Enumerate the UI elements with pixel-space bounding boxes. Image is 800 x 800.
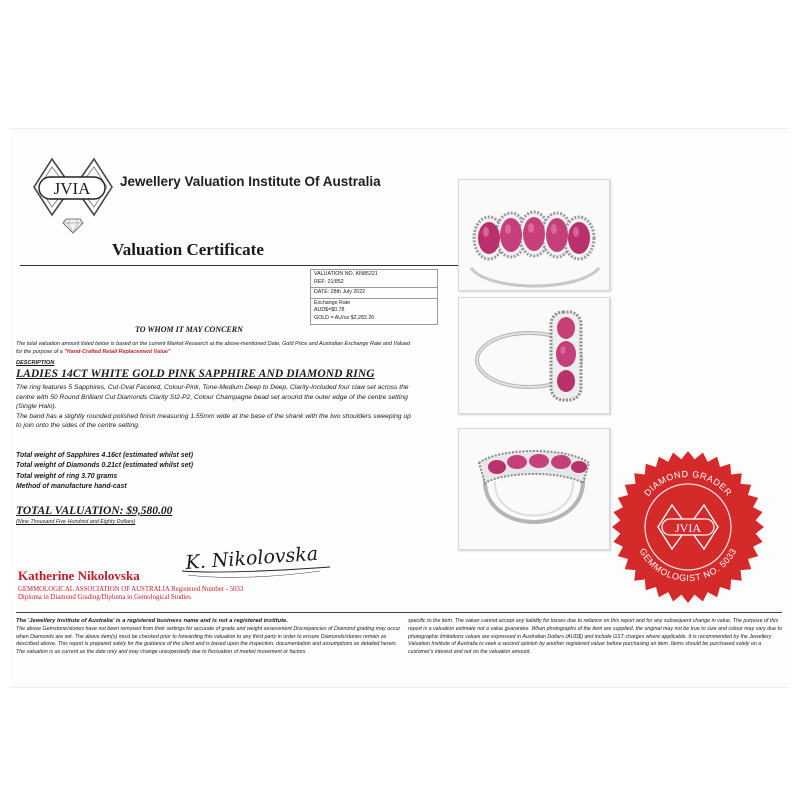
ring-photo-top [458, 179, 610, 291]
ring-description-stones: The ring features 5 Sapphires, Cut-Oval Faceted, Colour-Pink, Tone-Medium Deep to Deep, Clarity-Included four claw set across the centre with 50 Round Brilliant Cut Diamonds Clarity SI2-P2, Colour Champagne bead set around the outer edge of the centre setting (Single Halo). [16, 384, 409, 411]
gemmologist-seal [608, 447, 768, 607]
total-in-words: (Nine Thousand Five Hundred and Eighty Dollars) [16, 519, 136, 525]
intro-text: The total valuation amount listed below is based on the current Market Research at the above-mentioned Date, Gold Price and Australian Exchange Rate and Valued for the purpose of a [16, 341, 410, 355]
certificate-title: Valuation Certificate [112, 240, 264, 259]
weight-ring: Total weight of ring 3.70 grams [16, 472, 118, 480]
to-whom-heading: TO WHOM IT MAY CONCERN [135, 325, 243, 334]
intro-paragraph [16, 340, 416, 356]
weight-diamonds: Total weight of Diamonds 0.21ct (estimated whilst set) [16, 462, 194, 470]
seal-bottom-text: GEMMOLOGIST NO. 5033 [637, 546, 739, 584]
ref-cell-rates [310, 298, 438, 325]
jvia-logo [30, 149, 116, 235]
ring-title: LADIES 14CT WHITE GOLD PINK SAPPHIRE AND DIAMOND RING [16, 368, 375, 380]
institute-name: Jewellery Valuation Institute Of Australia [120, 174, 381, 189]
ring-description-band: The band has a slightly rounded polished finish measuring 1.55mm wide at the base of the shank with the two shoulders sweeping up to join onto the sides of the centre setting. [16, 412, 411, 430]
gold-price: GOLD = AU/oz $2,282.26 [314, 314, 375, 321]
total-valuation: TOTAL VALUATION: $9,580.00 [16, 505, 173, 517]
ref-number: REF: 21/852 [314, 278, 344, 285]
exchange-rate: AUD$=$0.78 [314, 307, 345, 314]
ring-top-image [459, 180, 609, 290]
handwritten-signature [180, 541, 340, 585]
association-line: GEMMOLOGICAL ASSOCIATION OF AUSTRALIA Registered Number - 5033 [18, 586, 244, 593]
valuation-date: DATE: 28th July 2022 [314, 289, 366, 296]
reference-box [310, 269, 438, 325]
seal-center-text: JVIA [675, 521, 701, 535]
ref-cell-numbers [310, 269, 438, 287]
valuer-name: Katherine Nikolovska [18, 568, 140, 583]
footer-divider [16, 612, 782, 613]
exchange-label: Exchange Rate [314, 299, 351, 306]
signature-text: K. Nikolovska [184, 542, 319, 574]
seal-top-text: DIAMOND GRADER [642, 468, 734, 499]
ring-side-image [459, 298, 609, 413]
credentials [18, 586, 243, 603]
ring-photo-side [458, 297, 610, 414]
title-divider [20, 265, 464, 266]
valuation-number: VALUATION NO. KN85221 [314, 271, 378, 277]
weights-list [16, 451, 193, 492]
diploma-line: Diploma in Diamond Grading/Diploma in Gemological Studies [18, 594, 191, 602]
logo-text: JVIA [53, 179, 91, 198]
ring-description [16, 383, 416, 431]
manufacture-method: Method of manufacture hand-cast [16, 482, 127, 490]
disclaimer-lead: The 'Jewellery Institute of Australia' is a registered business name and is not a registered institute. [16, 618, 288, 624]
description-label: DESCRIPTION [16, 360, 55, 366]
ring-front-image [459, 429, 609, 549]
weight-sapphires: Total weight of Sapphires 4.16ct (estimated whilst set) [16, 452, 194, 459]
disclaimer-left-text: The above Gemstone/stones have not been removed from their settings for accurate of grade and weight assessment Discrepancies of Diamond grading may occur when Diamonds are set. The above item(s) must be checked prior to forwarding this valuation to any third party in order to ensure Diamonds/stones remain as described above. This report is prepared solely for the guidance of the client and is based upon the inspection, documentation and assumptions as detailed herein. The valuation is as current as the date only and may change unexpectedly due to fluctuation of market movement or factors [16, 625, 401, 656]
disclaimer-right: specific to the item. The valuer cannot accept any liability for losses due to reliance on this report and for any subsequent change in value. The purpose of this report is a valuation estimate not a value guarantee. When photographs of the item are supplied, the original may not be true to size and colour may vary due to photographic limitations values are expressed in Australian Dollars (AUD$) and include GST charges where applicable. It is recommended by the Jewellery Valuation Institute of Australia to seek a second opinion by another registered valuer before purchasing an item. Items should be purchased solely on a customer's interest and not on the valuation amount. [408, 618, 782, 656]
ref-cell-date [310, 287, 438, 298]
valuation-purpose: "Hand-Crafted Retail Replacement Value" [64, 349, 171, 355]
disclaimer-left [16, 618, 406, 657]
ring-photo-front [458, 428, 610, 550]
valuation-certificate [10, 128, 788, 688]
